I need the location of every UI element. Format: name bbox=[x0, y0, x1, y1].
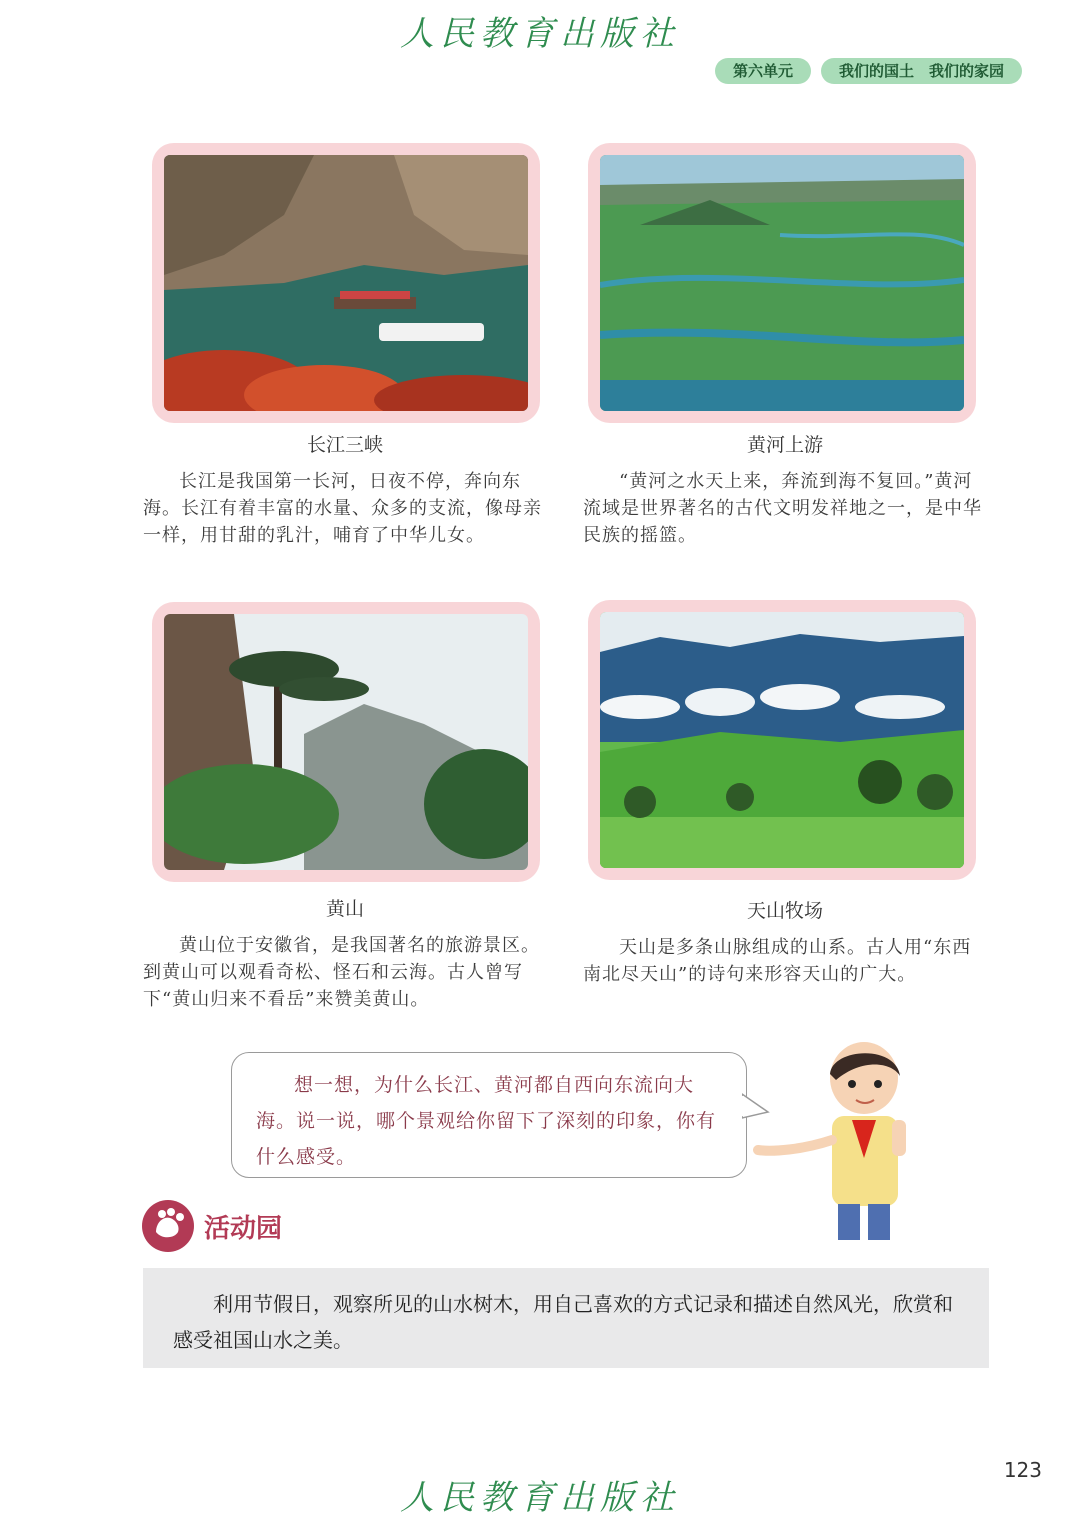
caption-three-gorges: 长江三峡 bbox=[306, 434, 383, 456]
publisher-logo-top: 人民教育出版社 bbox=[400, 14, 680, 54]
theme-tag: 我们的国土 我们的家园 bbox=[821, 58, 1022, 84]
caption-huangshan: 黄山 bbox=[325, 898, 364, 920]
photo-tianshan bbox=[600, 612, 964, 868]
desc-huangshan: 黄山位于安徽省，是我国著名的旅游景区。到黄山可以观看奇松、怪石和云海。古人曾写下“黄山归来不看岳”来赞美黄山。 bbox=[143, 935, 540, 1010]
photo-three-gorges bbox=[164, 155, 528, 411]
photo-frame-three-gorges bbox=[152, 143, 540, 423]
photo-yellow-river bbox=[600, 155, 964, 411]
photo-frame-huangshan bbox=[152, 602, 540, 882]
unit-tag: 第六单元 bbox=[715, 58, 811, 84]
student-illustration bbox=[752, 1040, 912, 1240]
prompt-bubble: 想一想，为什么长江、黄河都自西向东流向大海。说一说，哪个景观给你留下了深刻的印象，你有什么感受。 bbox=[231, 1052, 747, 1178]
activity-box: 利用节假日，观察所见的山水树木，用自己喜欢的方式记录和描述自然风光，欣赏和感受祖国山水之美。 bbox=[143, 1268, 989, 1368]
caption-yellow-river: 黄河上游 bbox=[746, 434, 823, 456]
caption-tianshan: 天山牧场 bbox=[746, 900, 823, 922]
desc-three-gorges: 长江是我国第一长河，日夜不停，奔向东海。长江有着丰富的水量、众多的支流，像母亲一样，用甘甜的乳汁，哺育了中华儿女。 bbox=[143, 471, 542, 546]
unit-tags bbox=[715, 58, 1022, 84]
page-number: 123 bbox=[1003, 1458, 1042, 1482]
activity-header bbox=[142, 1200, 282, 1252]
photo-huangshan bbox=[164, 614, 528, 870]
handprint-icon bbox=[142, 1200, 194, 1252]
desc-yellow-river: “黄河之水天上来，奔流到海不复回。”黄河流域是世界著名的古代文明发祥地之一，是中华民族的摇篮。 bbox=[583, 471, 982, 546]
photo-frame-tianshan bbox=[588, 600, 976, 880]
publisher-logo-bottom: 人民教育出版社 bbox=[400, 1478, 680, 1518]
desc-tianshan: 天山是多条山脉组成的山系。古人用“东西南北尽天山”的诗句来形容天山的广大。 bbox=[583, 937, 972, 985]
activity-title: 活动园 bbox=[204, 1213, 283, 1244]
photo-frame-yellow-river bbox=[588, 143, 976, 423]
